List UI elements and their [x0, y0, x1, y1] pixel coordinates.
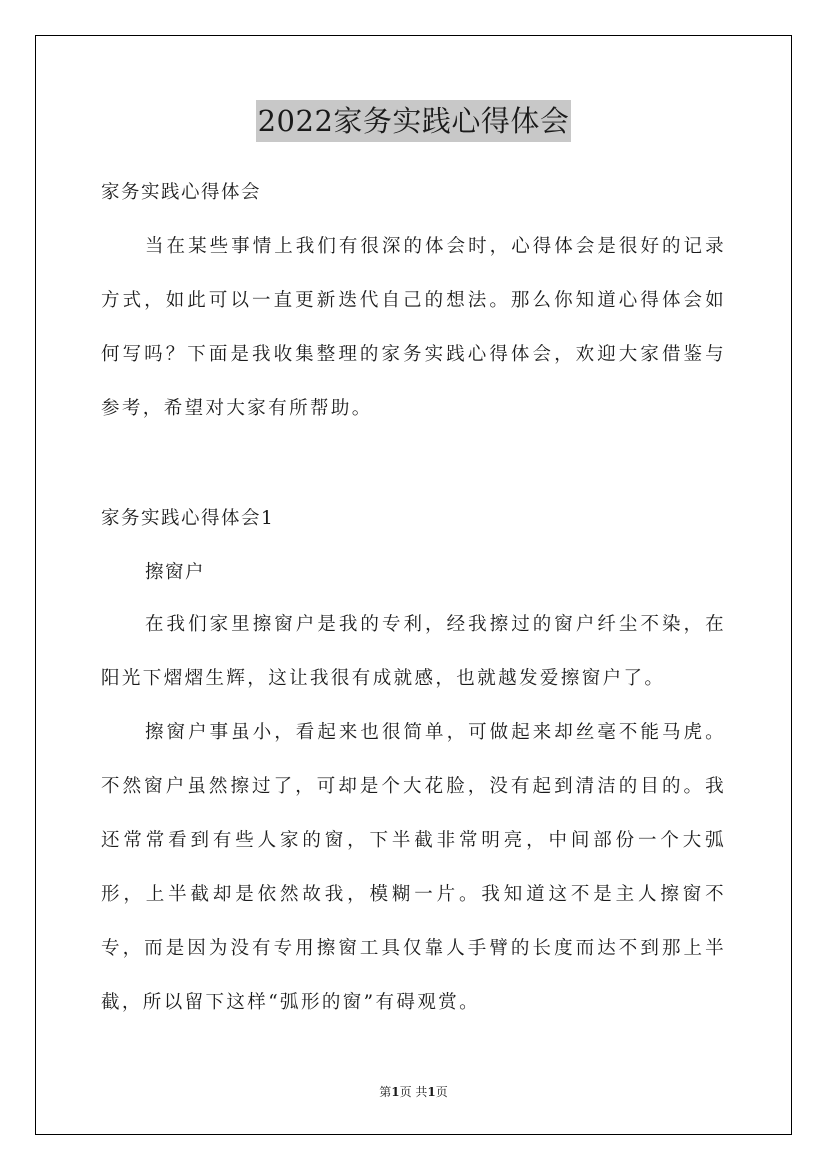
section-subheading: 擦窗户: [145, 562, 206, 583]
footer-suffix: 页: [435, 1085, 448, 1099]
document-subtitle: 家务实践心得体会: [101, 182, 262, 203]
section-heading: 家务实践心得体会1: [101, 508, 275, 529]
footer-page-total: 1: [427, 1085, 436, 1099]
footer-page-number: 1: [391, 1085, 400, 1099]
body-paragraph-1: 在我们家里擦窗户是我的专利，经我擦过的窗户纤尘不染，在阳光下熠熠生辉，这让我很有成就感，也就越发爱擦窗户了。: [101, 614, 726, 689]
title-container: [0, 100, 827, 142]
footer-prefix: 第: [379, 1085, 392, 1099]
document-title: 2022家务实践心得体会: [256, 100, 572, 142]
intro-paragraph: 当在某些事情上我们有很深的体会时，心得体会是很好的记录方式，如此可以一直更新迭代自己的想法。那么你知道心得体会如何写吗？下面是我收集整理的家务实践心得体会，欢迎大家借鉴与参考，希望对大家有所帮助。: [101, 236, 726, 419]
footer-mid: 页 共: [399, 1085, 428, 1099]
body-paragraph-2: 擦窗户事虽小，看起来也很简单，可做起来却丝毫不能马虎。不然窗户虽然擦过了，可却是个大花脸，没有起到清洁的目的。我还常常看到有些人家的窗，下半截非常明亮，中间部份一个大弧形，上半截却是依然故我，模糊一片。我知道这不是主人擦窗不专，而是因为没有专用擦窗工具仅靠人手臂的长度而达不到那上半截，所以留下这样“弧形的窗”有碍观赏。: [101, 722, 726, 1013]
page-footer: [0, 1082, 827, 1102]
